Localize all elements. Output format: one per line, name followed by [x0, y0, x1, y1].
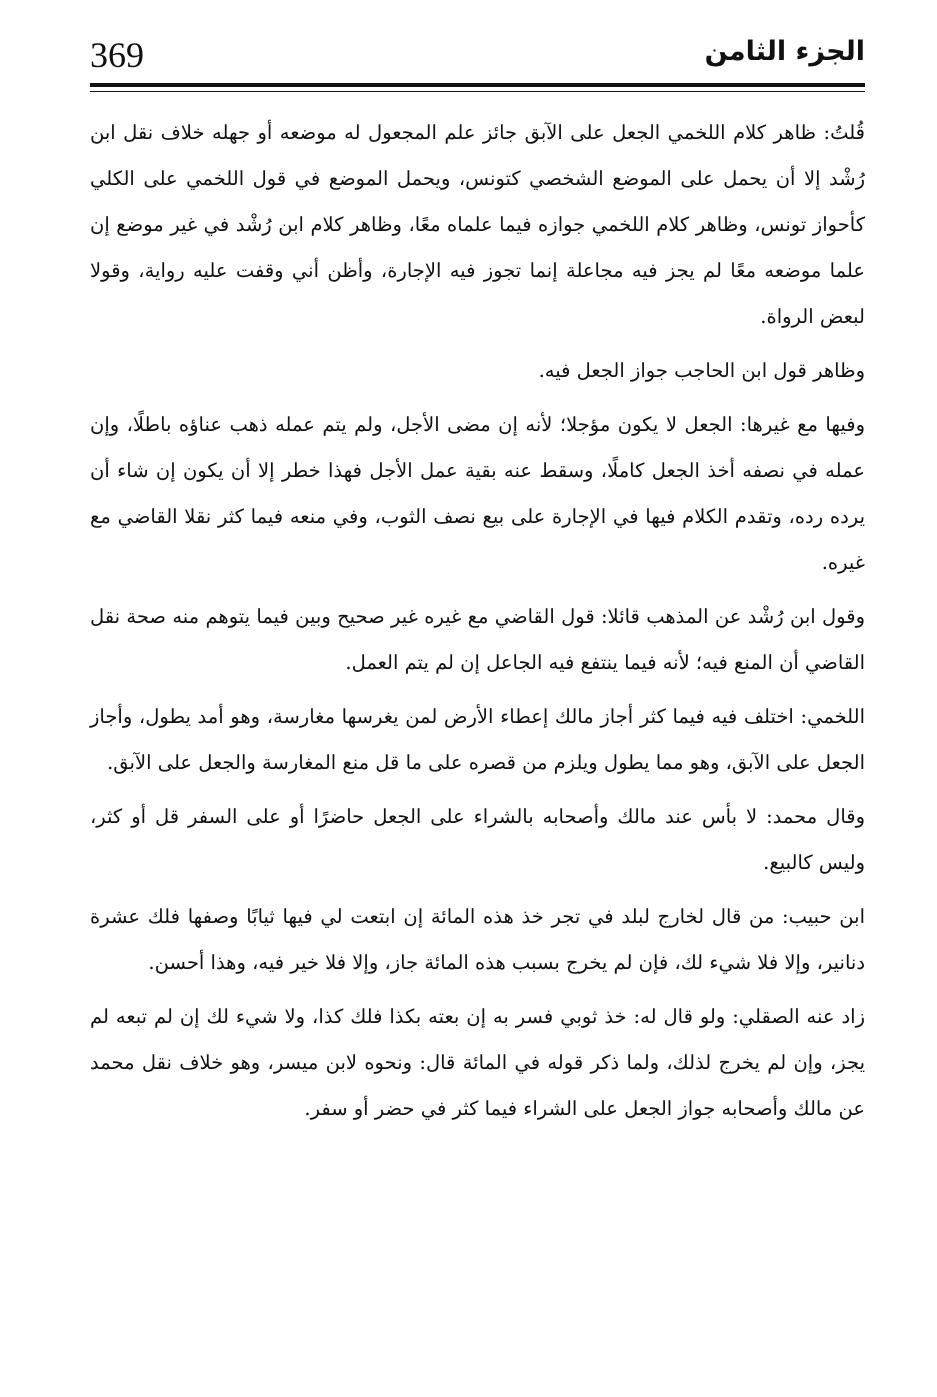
- running-title: الجزء الثامن: [704, 36, 865, 67]
- header-rule-thin: [90, 91, 865, 92]
- paragraph: قُلتُ: ظاهر كلام اللخمي الجعل على الآبق جائز علم المجعول له موضعه أو جهله خلاف نقل ابن رُشْد إلا أن يحمل على الموضع الشخصي كتونس، ويحمل الموضع في قول اللخمي على الكلي كأحواز تونس، وظاهر كلام اللخمي جوازه فيما علماه معًا، وظاهر كلام ابن رُشْد في غير موضع إن علما موضعه معًا لم يجز فيه مجاعلة إنما تجوز فيه الإجارة، وأظن أني وقفت عليه رواية، وقولا لبعض الرواة.: [90, 121, 865, 328]
- paragraph: وفيها مع غيرها: الجعل لا يكون مؤجلا؛ لأنه إن مضى الأجل، ولم يتم عمله ذهب عناؤه باطلًا، وإن عمله في نصفه أخذ الجعل كاملًا، وسقط عنه بقية عمل الأجل فهذا خطر إلا أن يكون إن شاء أن يرده رده، وتقدم الكلام فيها في الإجارة على بيع نصف الثوب، وفي منعه فيما كثر نقلا القاضي مع غيره.: [90, 413, 865, 574]
- body-text: [90, 110, 865, 1140]
- paragraph: وقول ابن رُشْد عن المذهب قائلا: قول القاضي مع غيره غير صحيح وبين فيما يتوهم منه صحة نقل القاضي أن المنع فيه؛ لأنه فيما ينتفع فيه الجاعل إن لم يتم العمل.: [90, 605, 865, 674]
- paragraph: وظاهر قول ابن الحاجب جواز الجعل فيه.: [538, 359, 865, 382]
- paragraph: ابن حبيب: من قال لخارج لبلد في تجر خذ هذه المائة إن ابتعت لي فيها ثيابًا وصفها فلك عشرة دنانير، وإلا فلا شيء لك، فإن لم يخرج بسبب هذه المائة جاز، وإلا فلا خير فيه، وهذا أحسن.: [90, 905, 865, 974]
- header-rule-thick: [90, 83, 865, 87]
- paragraph: اللخمي: اختلف فيه فيما كثر أجاز مالك إعطاء الأرض لمن يغرسها مغارسة، وهو أمد يطول، وأجاز الجعل على الآبق، وهو مما يطول ويلزم من قصره على ما قل منع المغارسة والجعل على الآبق.: [90, 705, 865, 774]
- paragraph: زاد عنه الصقلي: ولو قال له: خذ ثوبي فسر به إن بعته بكذا فلك كذا، ولا شيء لك إن لم تبعه لم يجز، وإن لم يخرج لذلك، ولما ذكر قوله في المائة قال: ونحوه لابن ميسر، وهو خلاف نقل محمد عن مالك وأصحابه جواز الجعل على الشراء فيما كثر في حضر أو سفر.: [90, 1005, 865, 1120]
- page-number: 369: [90, 35, 144, 75]
- paragraph: وقال محمد: لا بأس عند مالك وأصحابه بالشراء على الجعل حاضرًا أو على السفر قل أو كثر، وليس كالبيع.: [90, 805, 865, 874]
- page-header: [90, 30, 865, 80]
